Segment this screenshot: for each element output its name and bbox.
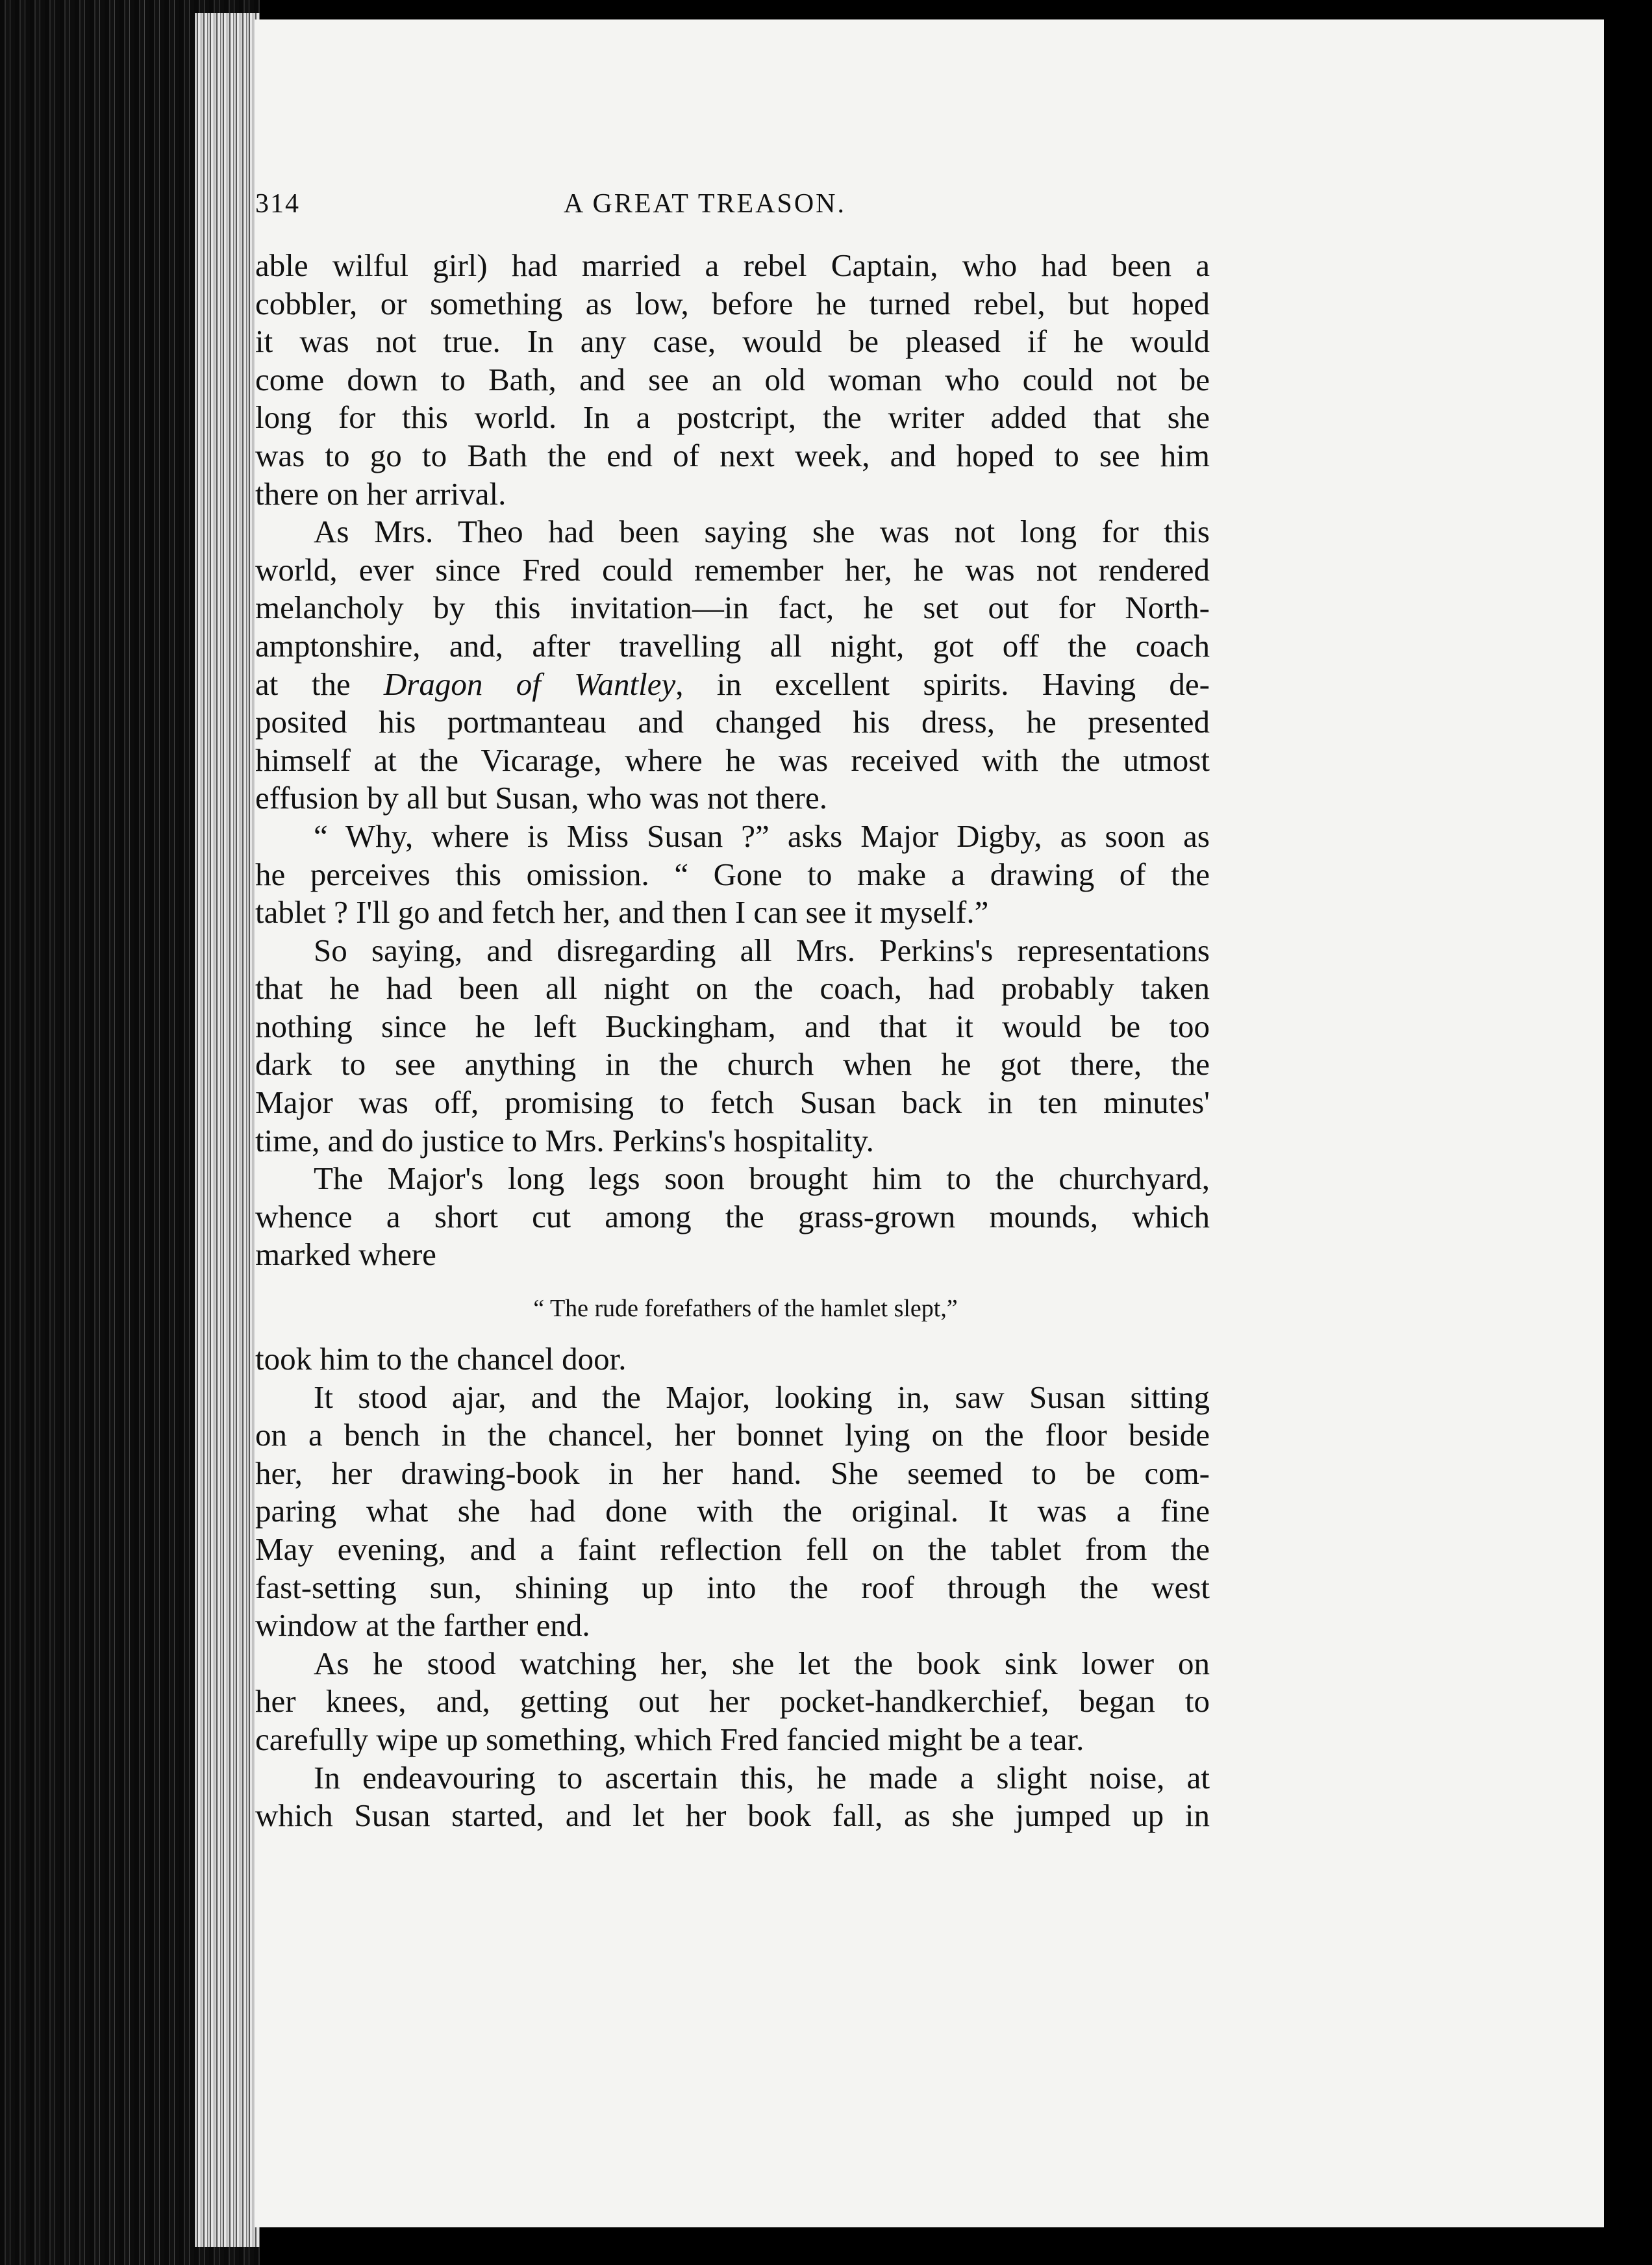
text-line: whence a short cut among the grass-grown mounds, which bbox=[255, 1198, 1210, 1234]
text-line-part: at the bbox=[255, 666, 384, 702]
text-line: posited his portmanteau and changed his dress, he presented bbox=[255, 704, 1210, 740]
text-line: marked where bbox=[255, 1236, 436, 1273]
text-line bbox=[255, 666, 1210, 704]
text-line: her knees, and, getting out her pocket-handkerchief, began to bbox=[255, 1683, 1210, 1720]
text-line: was to go to Bath the end of next week, and hoped to see him bbox=[255, 437, 1210, 473]
text-line: which Susan started, and let her book fall, as she jumped up in bbox=[255, 1797, 1210, 1834]
text-line: it was not true. In any case, would be pleased if he would bbox=[255, 323, 1210, 360]
text-block bbox=[255, 188, 1210, 1835]
text-line: It stood ajar, and the Major, looking in, saw Susan sitting bbox=[314, 1379, 1210, 1415]
running-head bbox=[255, 188, 1210, 247]
text-line: effusion by all but Susan, who was not there. bbox=[255, 780, 827, 816]
text-line: dark to see anything in the church when he got there, the bbox=[255, 1046, 1210, 1082]
verse-quotation: “ The rude forefathers of the hamlet slept,” bbox=[533, 1295, 958, 1323]
text-line: paring what she had done with the original. It was a fine bbox=[255, 1493, 1210, 1529]
text-line: on a bench in the chancel, her bonnet lying on the floor beside bbox=[255, 1417, 1210, 1453]
text-line: tablet ? I'll go and fetch her, and then I can see it myself.” bbox=[255, 894, 989, 931]
text-line: fast-setting sun, shining up into the roof through the west bbox=[255, 1569, 1210, 1605]
text-line: long for this world. In a postcript, the writer added that she bbox=[255, 399, 1210, 436]
text-line: able wilful girl) had married a rebel Captain, who had been a bbox=[255, 247, 1210, 283]
text-line: he perceives this omission. “ Gone to make a drawing of the bbox=[255, 856, 1210, 892]
text-line: that he had been all night on the coach, had probably taken bbox=[255, 970, 1210, 1007]
text-line: there on her arrival. bbox=[255, 475, 507, 512]
page-edges bbox=[195, 13, 260, 2247]
scan-border bbox=[1604, 0, 1652, 2265]
text-line: As Mrs. Theo had been saying she was not long for this bbox=[314, 514, 1210, 550]
text-line: time, and do justice to Mrs. Perkins's hospitality. bbox=[255, 1122, 874, 1158]
text-line: May evening, and a faint reflection fell on the tablet from the bbox=[255, 1531, 1210, 1567]
text-line: her, her drawing-book in her hand. She seemed to be com- bbox=[255, 1455, 1210, 1491]
body-text bbox=[255, 247, 1210, 1835]
text-line: melancholy by this invitation—in fact, he set out for North- bbox=[255, 590, 1210, 626]
text-line: amptonshire, and, after travelling all night, got off the coach bbox=[255, 627, 1210, 664]
text-line: took him to the chancel door. bbox=[255, 1341, 627, 1377]
text-line: Major was off, promising to fetch Susan back in ten minutes' bbox=[255, 1084, 1210, 1121]
text-line-part: , in excellent spirits. Having de- bbox=[675, 666, 1210, 702]
text-line: come down to Bath, and see an old woman who could not be bbox=[255, 361, 1210, 397]
text-line: So saying, and disregarding all Mrs. Perkins's representations bbox=[314, 932, 1210, 968]
page-number: 314 bbox=[255, 189, 300, 219]
text-line: As he stood watching her, she let the book sink lower on bbox=[314, 1645, 1210, 1681]
text-line: window at the farther end. bbox=[255, 1607, 590, 1644]
text-line: nothing since he left Buckingham, and that it would be too bbox=[255, 1008, 1210, 1044]
italic-title: Dragon of Wantley bbox=[383, 666, 676, 702]
text-line: world, ever since Fred could remember her, he was not rendered bbox=[255, 551, 1210, 588]
running-title: A GREAT TREASON. bbox=[564, 189, 847, 219]
text-line: “ Why, where is Miss Susan ?” asks Major Digby, as soon as bbox=[314, 818, 1210, 854]
text-line: In endeavouring to ascertain this, he made a slight noise, at bbox=[314, 1759, 1210, 1796]
text-line: cobbler, or something as low, before he turned rebel, but hoped bbox=[255, 285, 1210, 321]
text-line: The Major's long legs soon brought him to the churchyard, bbox=[314, 1160, 1210, 1197]
text-line: carefully wipe up something, which Fred fancied might be a tear. bbox=[255, 1721, 1084, 1757]
text-line: himself at the Vicarage, where he was received with the utmost bbox=[255, 742, 1210, 778]
